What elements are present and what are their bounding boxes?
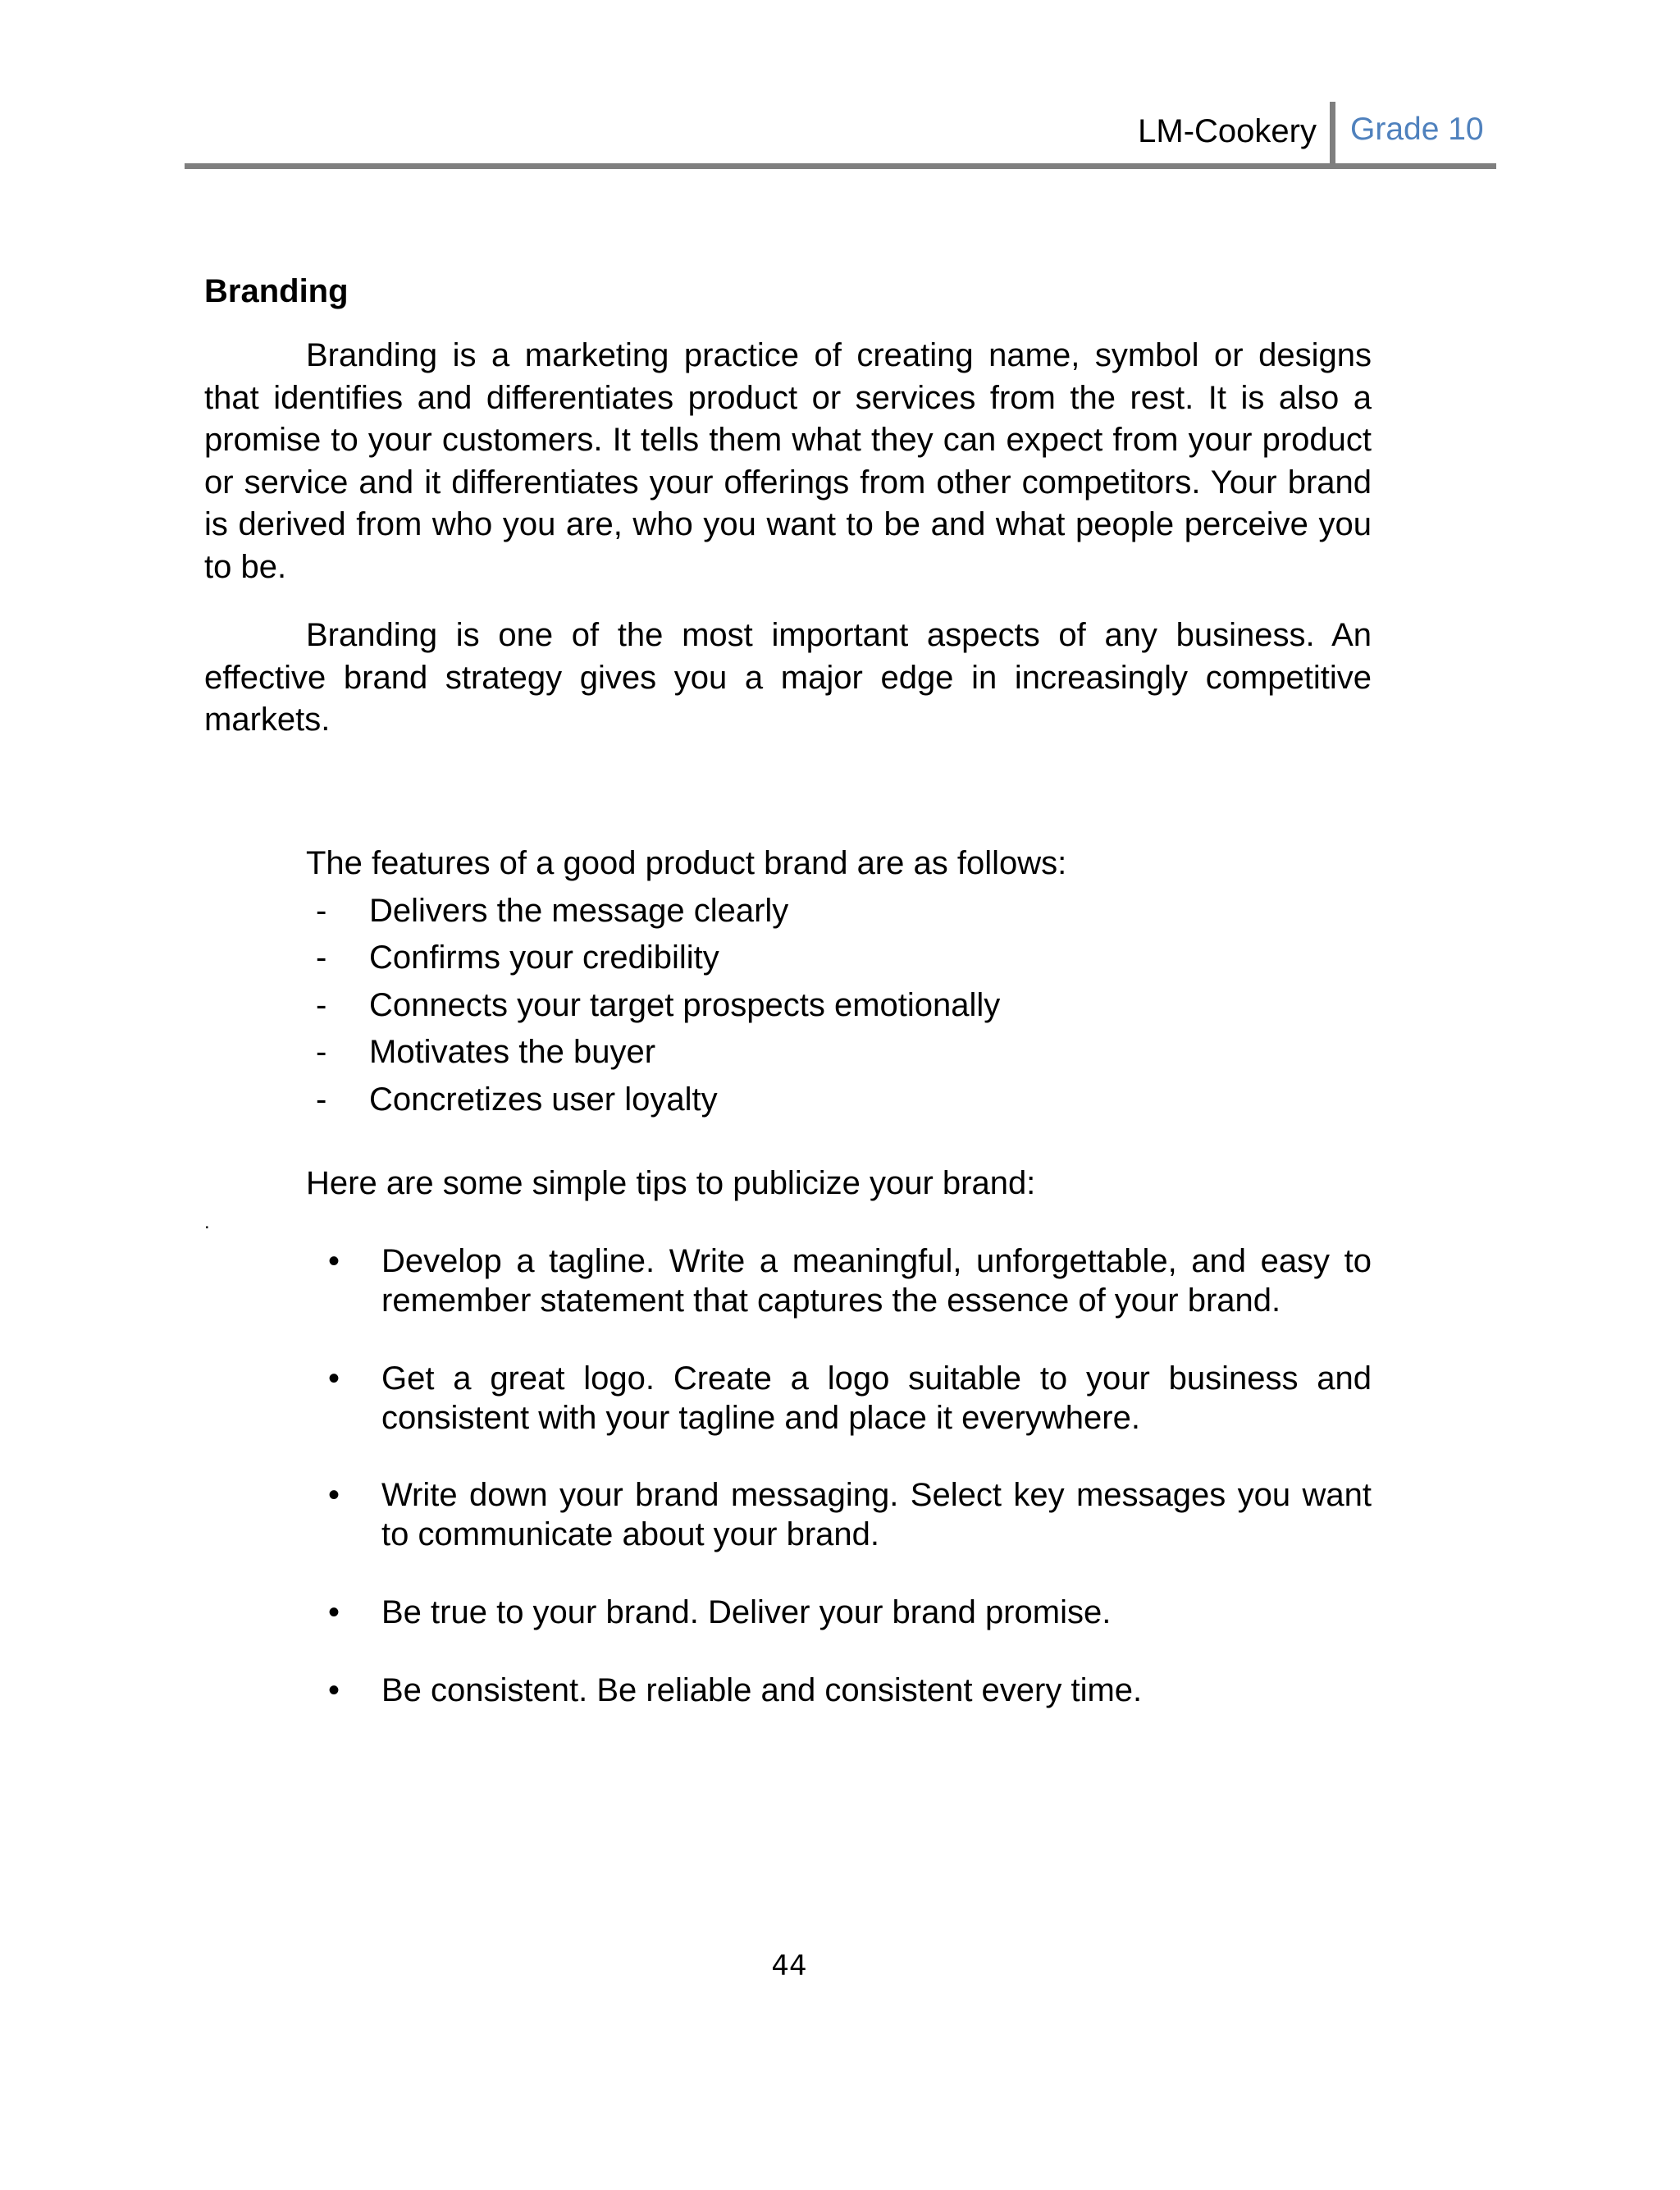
dash-marker: - [316, 987, 327, 1023]
list-item-text: Delivers the message clearly [369, 893, 789, 929]
page-number: 44 [771, 1950, 807, 1982]
bullet-marker: • [328, 1360, 340, 1397]
bullet-marker: • [328, 1243, 340, 1279]
list-item-text: Develop a tagline. Write a meaningful, unforgettable, and easy to remember statement that captures the essence of your brand. [381, 1243, 1372, 1319]
list-item-text: Confirms your credibility [369, 940, 719, 976]
section-heading: Branding [204, 273, 349, 309]
header-separator [1330, 102, 1335, 167]
list-item-text: Be true to your brand. Deliver your brand promise. [381, 1594, 1112, 1630]
dash-marker: - [316, 893, 327, 929]
header-title: LM-Cookery [1138, 113, 1317, 149]
list-item-text: Motivates the buyer [369, 1034, 656, 1070]
dash-marker: - [316, 1081, 327, 1118]
bullet-marker: • [328, 1594, 340, 1630]
bullet-marker: • [328, 1477, 340, 1513]
features-intro: The features of a good product brand are as follows: [306, 845, 1067, 881]
header-rule [185, 163, 1496, 169]
paragraph-2: Branding is one of the most important aspects of any business. An effective brand strategy gives you a major edge in increasingly competitive markets. [204, 617, 1372, 738]
list-item-text: Write down your brand messaging. Select key messages you want to communicate about your brand. [381, 1477, 1372, 1552]
list-item-text: Concretizes user loyalty [369, 1081, 718, 1118]
paragraph-1: Branding is a marketing practice of creating name, symbol or designs that identifies and differentiates product or services from the rest. It is also a promise to your customers. It tells them what they can expect from your product or service and it differentiates your offerings from other competitors. Your brand is derived from who you are, who you want to be and what people perceive you to be. [204, 337, 1372, 585]
stray-mark: . [204, 1211, 210, 1233]
list-item-text: Get a great logo. Create a logo suitable to your business and consistent with your tagline and place it everywhere. [381, 1360, 1372, 1436]
list-item-text: Be consistent. Be reliable and consistent every time. [381, 1672, 1143, 1708]
header-grade: Grade 10 [1350, 112, 1484, 147]
dash-marker: - [316, 940, 327, 976]
bullet-marker: • [328, 1672, 340, 1708]
dash-marker: - [316, 1034, 327, 1070]
tips-intro: Here are some simple tips to publicize your brand: [306, 1165, 1036, 1201]
list-item-text: Connects your target prospects emotionally [369, 987, 1001, 1023]
